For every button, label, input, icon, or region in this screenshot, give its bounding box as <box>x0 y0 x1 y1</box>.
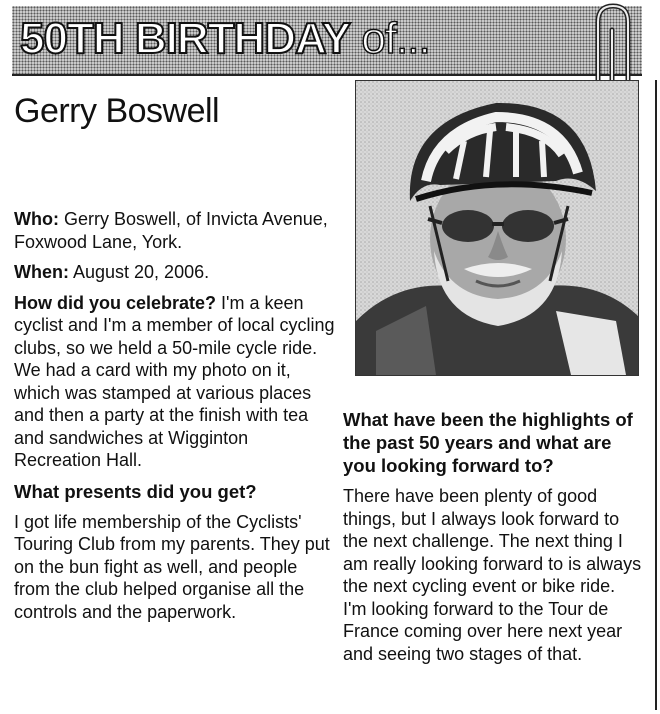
person-name: Gerry Boswell <box>14 92 220 130</box>
banner-title-main: 50TH BIRTHDAY <box>20 14 351 63</box>
left-column <box>14 208 336 631</box>
celebrate-paragraph <box>14 292 336 472</box>
presents-question: What presents did you get? <box>14 480 257 502</box>
banner <box>12 6 642 76</box>
who-text: Gerry Boswell, of Invicta Avenue, Foxwood Lane, York. <box>14 209 328 252</box>
right-column <box>343 408 643 673</box>
banner-title <box>20 14 430 64</box>
when-paragraph <box>14 261 336 284</box>
celebrate-question: How did you celebrate? <box>14 292 217 313</box>
when-text: August 20, 2006. <box>68 262 210 282</box>
celebrate-answer: I'm a keen cyclist and I'm a member of local cycling clubs, so we held a 50-mile cycle ride. We had a card with my photo on it, which was stamped at various places and then a party at the finish with tea and sandwiches at Wigginton Recreation Hall. <box>14 292 335 470</box>
banner-title-of: of... <box>350 14 430 63</box>
who-label: Who: <box>14 209 59 229</box>
who-paragraph <box>14 208 336 253</box>
when-label: When: <box>14 262 69 282</box>
highlights-answer: There have been plenty of good things, but I always look forward to the next challenge. The next thing I am really looking forward to is always the next cycling event or bike ride. I'm looking forward to the Tour de France coming over here next year and seeing two stages of that. <box>343 486 642 664</box>
presents-answer: I got life membership of the Cyclists' Touring Club from my parents. They put on the bun fight as well, and people from the club helped organise all the controls and the paperwork. <box>14 511 330 622</box>
portrait-photo <box>355 80 639 376</box>
highlights-question: What have been the highlights of the past 50 years and what are you looking forward to? <box>343 409 633 476</box>
column-rule <box>655 80 657 710</box>
